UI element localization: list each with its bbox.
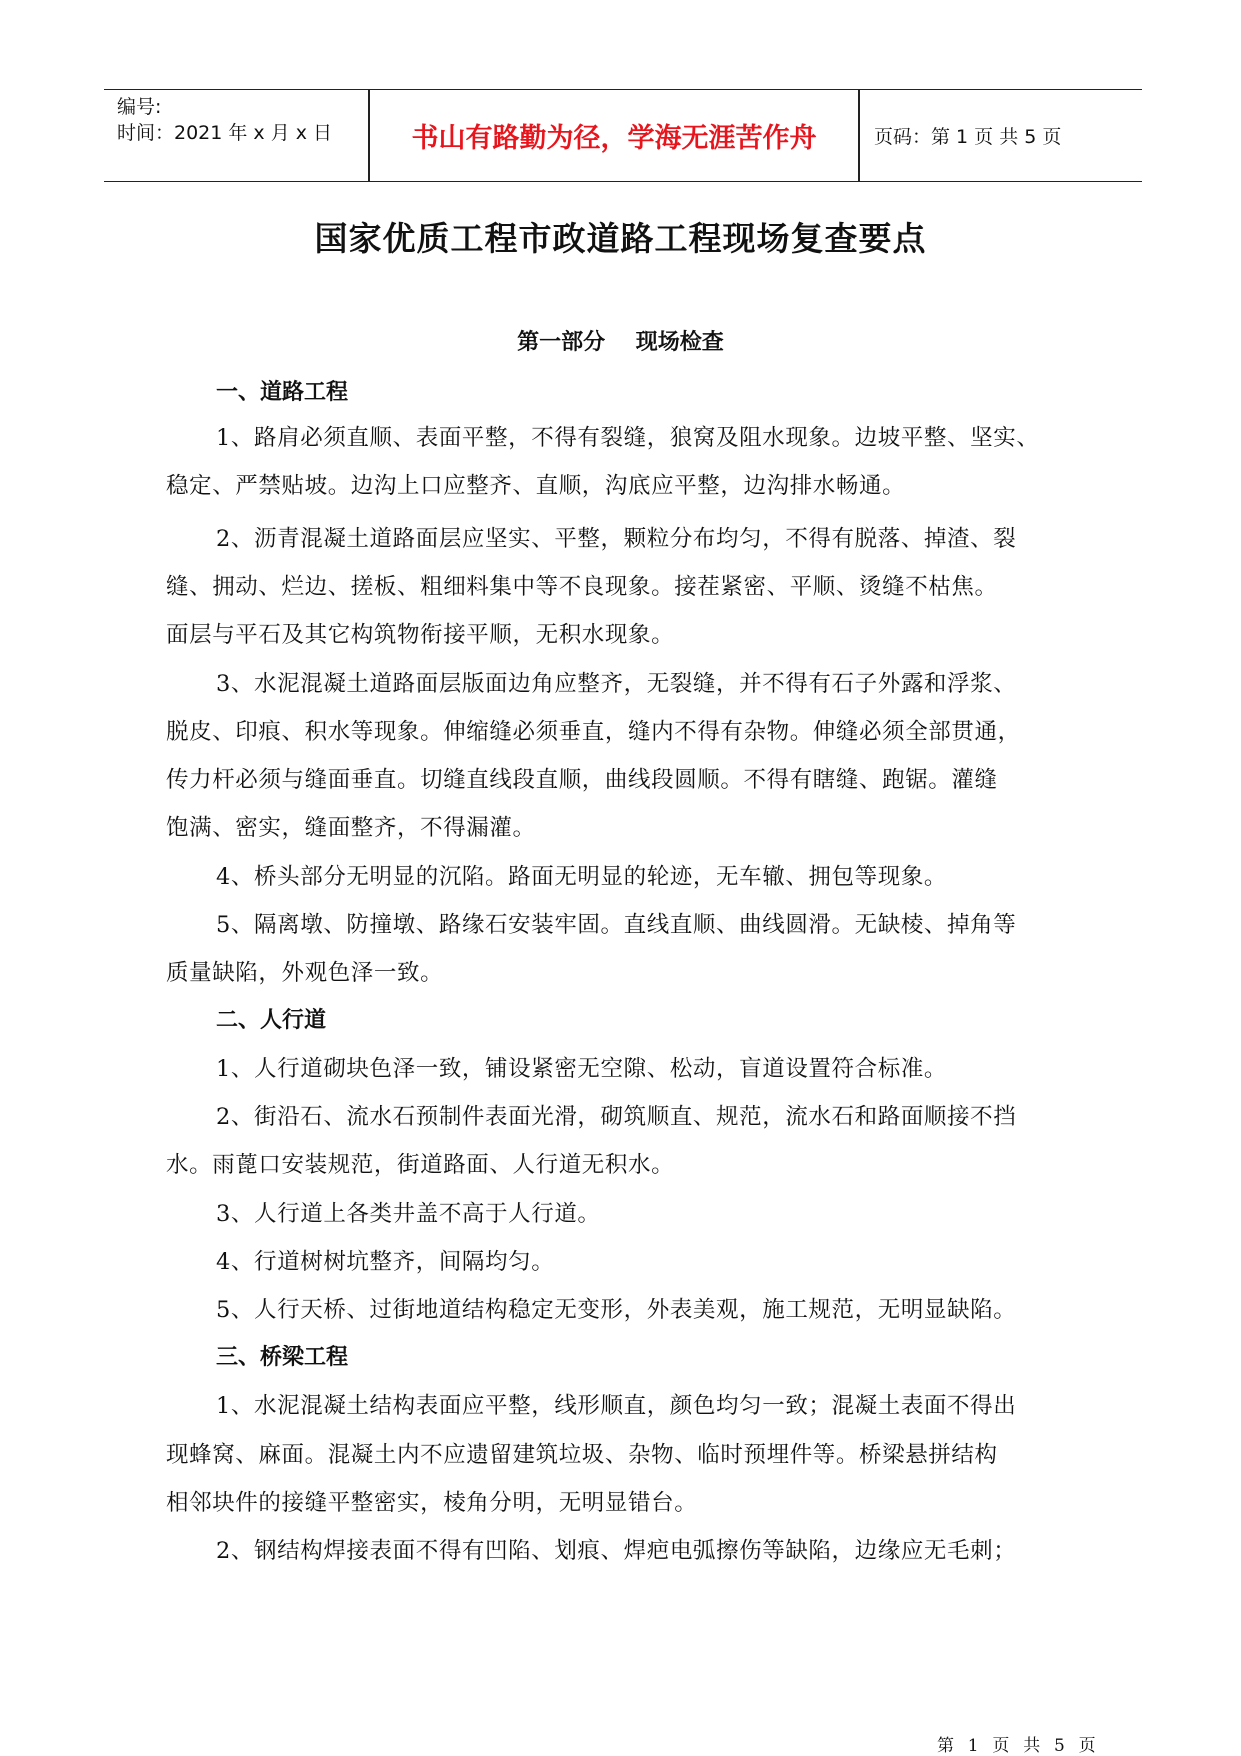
body-line: 水。雨蓖口安装规范，街道路面、人行道无积水。 bbox=[166, 1152, 675, 1178]
body-line: 缝、拥动、烂边、搓板、粗细料集中等不良现象。接茬紧密、平顺、烫缝不枯焦。 bbox=[166, 574, 998, 600]
body-line: 5、人行天桥、过街地道结构稳定无变形，外表美观，施工规范，无明显缺陷。 bbox=[216, 1297, 1017, 1323]
body-line: 稳定、严禁贴坡。边沟上口应整齐、直顺，沟底应平整，边沟排水畅通。 bbox=[166, 473, 906, 499]
page-header bbox=[104, 89, 1142, 182]
body-line: 3、水泥混凝土道路面层版面边角应整齐，无裂缝，并不得有石子外露和浮浆、 bbox=[216, 671, 1017, 697]
section-heading: 三、桥梁工程 bbox=[216, 1345, 349, 1370]
header-divider bbox=[858, 90, 860, 181]
header-motto: 书山有路勤为径，学海无涯苦作舟 bbox=[411, 123, 817, 154]
number-label: 编号: bbox=[117, 96, 162, 118]
body-line: 2、沥青混凝土道路面层应坚实、平整，颗粒分布均匀，不得有脱落、掉渣、裂 bbox=[216, 526, 1017, 552]
document-title: 国家优质工程市政道路工程现场复查要点 bbox=[314, 219, 927, 258]
body-line: 1、人行道砌块色泽一致，铺设紧密无空隙、松动，盲道设置符合标准。 bbox=[216, 1056, 948, 1082]
body-line: 1、水泥混凝土结构表面应平整，线形顺直，颜色均匀一致；混凝土表面不得出 bbox=[216, 1393, 1017, 1419]
body-line: 5、隔离墩、防撞墩、路缘石安装牢固。直线直顺、曲线圆滑。无缺棱、掉角等 bbox=[216, 912, 1017, 938]
body-line: 传力杆必须与缝面垂直。切缝直线段直顺，曲线段圆顺。不得有瞎缝、跑锯。灌缝 bbox=[166, 767, 998, 793]
body-line: 4、桥头部分无明显的沉陷。路面无明显的轮迹，无车辙、拥包等现象。 bbox=[216, 864, 948, 890]
section-heading: 一、道路工程 bbox=[216, 380, 349, 405]
time-label: 时间：2021 年 x 月 x 日 bbox=[117, 122, 333, 144]
body-line: 脱皮、印痕、积水等现象。伸缩缝必须垂直，缝内不得有杂物。伸缝必须全部贯通， bbox=[166, 719, 1021, 745]
page-footer: 第 1 页 共 5 页 bbox=[937, 1736, 1097, 1756]
body-line: 2、钢结构焊接表面不得有凹陷、划痕、焊疤电弧擦伤等缺陷，边缘应无毛刺； bbox=[216, 1538, 1017, 1564]
body-line: 现蜂窝、麻面。混凝土内不应遗留建筑垃圾、杂物、临时预埋件等。桥梁悬拼结构 bbox=[166, 1442, 998, 1468]
body-line: 相邻块件的接缝平整密实，棱角分明，无明显错台。 bbox=[166, 1490, 698, 1516]
body-line: 3、人行道上各类井盖不高于人行道。 bbox=[216, 1201, 601, 1227]
body-line: 面层与平石及其它构筑物衔接平顺，无积水现象。 bbox=[166, 622, 675, 648]
body-line: 1、路肩必须直顺、表面平整，不得有裂缝，狼窝及阻水现象。边坡平整、坚实、 bbox=[216, 425, 1040, 451]
section-heading: 二、人行道 bbox=[216, 1008, 327, 1033]
body-line: 4、行道树树坑整齐，间隔均匀。 bbox=[216, 1249, 555, 1275]
body-line: 饱满、密实，缝面整齐，不得漏灌。 bbox=[166, 815, 536, 841]
header-page-info: 页码：第 1 页 共 5 页 bbox=[874, 126, 1062, 148]
body-line: 质量缺陷，外观色泽一致。 bbox=[166, 960, 444, 986]
part-title: 第一部分 现场检查 bbox=[517, 330, 724, 355]
body-line: 2、街沿石、流水石预制件表面光滑，砌筑顺直、规范，流水石和路面顺接不挡 bbox=[216, 1104, 1017, 1130]
